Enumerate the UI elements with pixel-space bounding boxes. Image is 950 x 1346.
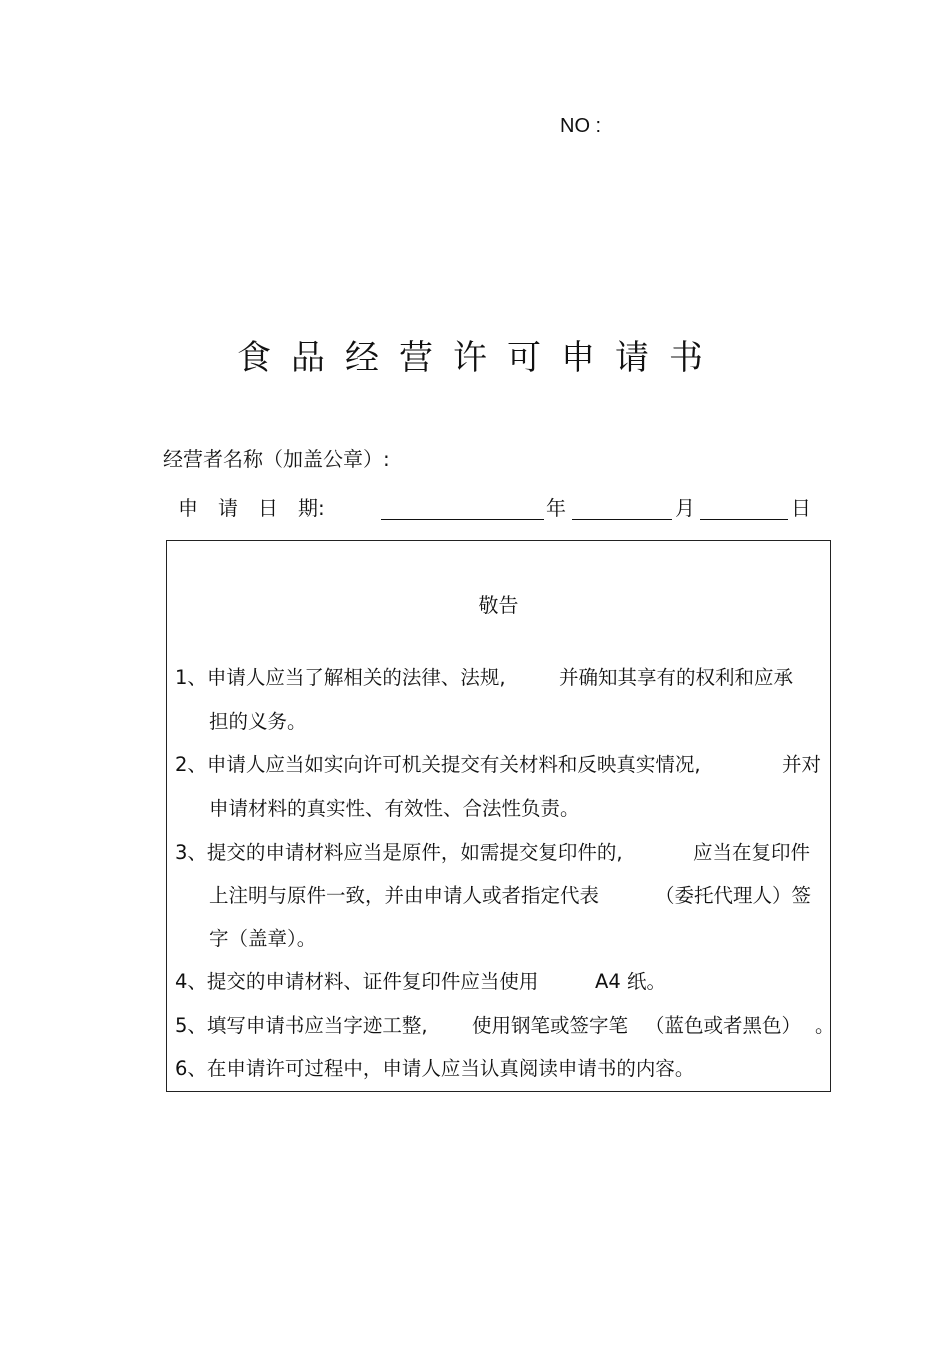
notice-item-3-line3: 字（盖章）。: [209, 927, 317, 950]
month-label: 月: [675, 496, 695, 520]
notice-item-3-line2-text-cont: （委托代理人）签: [655, 884, 812, 907]
application-date-label: 申 请 日 期:: [178, 496, 325, 520]
notice-item-4-text: 4、提交的申请材料、证件复印件应当使用: [175, 970, 539, 993]
day-blank: [700, 519, 788, 520]
year-blank: [381, 519, 544, 520]
day-label: 日: [791, 496, 811, 520]
notice-item-4-text-cont: A4 纸。: [595, 970, 666, 993]
notice-heading: 敬告: [478, 593, 519, 617]
notice-item-3-text: 3、提交的申请材料应当是原件，如需提交复印件的,: [175, 841, 623, 864]
application-date-row: [178, 492, 828, 524]
notice-item-1-text-cont: 并确知其享有的权利和应承: [559, 666, 794, 689]
notice-item-2-text-cont: 并对: [782, 753, 822, 776]
notice-item-3-text-cont: 应当在复印件: [693, 841, 811, 864]
number-label: NO :: [560, 115, 602, 137]
notice-box: [166, 540, 835, 1092]
operator-name-label: 经营者名称（加盖公章）:: [163, 447, 390, 471]
notice-item-1-text: 1、申请人应当了解相关的法律、法规,: [175, 666, 506, 689]
notice-item-3-line2-text: 上注明与原件一致，并由申请人或者指定代表: [209, 884, 600, 907]
notice-item-2-line2: 申请材料的真实性、有效性、合法性负责。: [209, 797, 580, 820]
year-label: 年: [546, 496, 566, 520]
notice-item-5-text-end: 。: [815, 1014, 835, 1037]
notice-item-5-text: 5、填写申请书应当字迹工整,: [175, 1014, 428, 1037]
notice-item-5-text-cont: 使用钢笔或签字笔: [472, 1014, 629, 1037]
notice-item-6: 6、在申请许可过程中，申请人应当认真阅读申请书的内容。: [175, 1057, 695, 1080]
notice-item-5-text-paren: （蓝色或者黑色）: [645, 1014, 802, 1037]
notice-item-2-text: 2、申请人应当如实向许可机关提交有关材料和反映真实情况,: [175, 753, 701, 776]
month-blank: [572, 519, 672, 520]
document-title: 食品经营许可申请书: [237, 338, 723, 378]
notice-item-1-line2: 担的义务。: [209, 710, 307, 733]
